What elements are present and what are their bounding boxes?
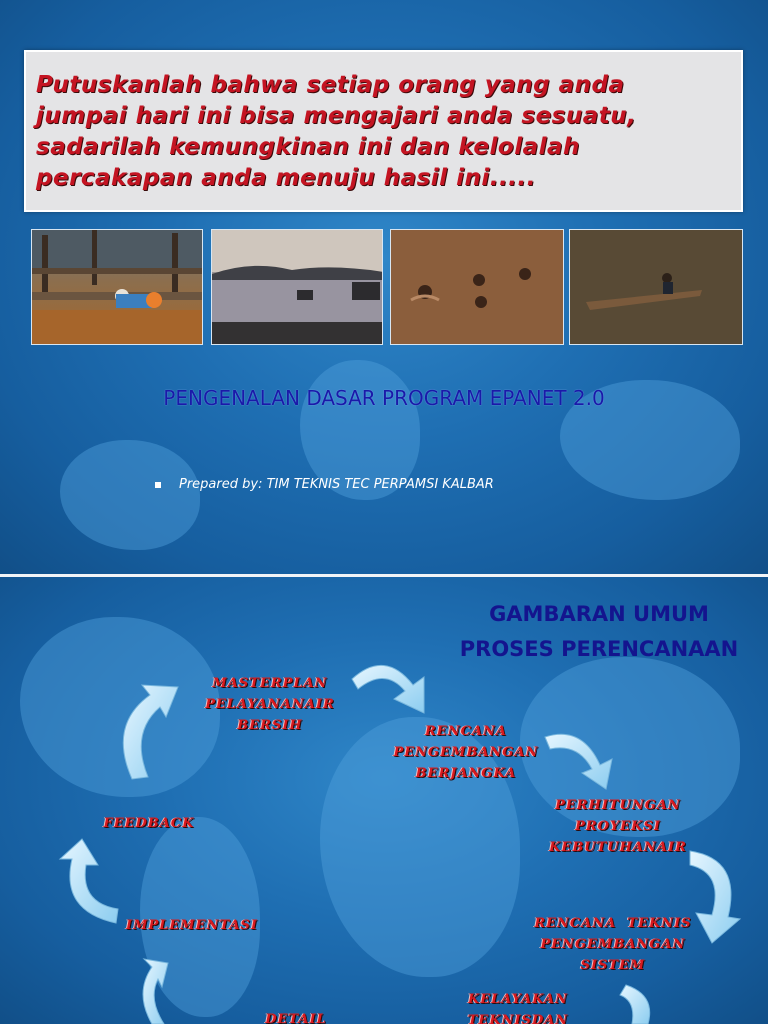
curved-arrow-icon <box>143 959 168 1024</box>
presentation-title: PENGENALAN DASAR PROGRAM EPANET 2.0 <box>163 386 605 410</box>
step-line: IMPLEMENTASI <box>126 918 258 933</box>
photo-lake-sunset-art <box>212 230 383 345</box>
slide-2 <box>0 577 768 1024</box>
photo-canoe <box>569 229 743 345</box>
step-line: FEEDBACK <box>103 816 195 831</box>
slide-2-title-line: GAMBARAN UMUM <box>489 602 709 626</box>
step-rencana-teknis <box>528 913 698 976</box>
step-implementasi <box>112 915 272 936</box>
photo-children-swimming-art <box>391 230 564 345</box>
map-shape <box>60 440 200 550</box>
photo-canoe-art <box>570 230 743 345</box>
bullet-square-icon <box>155 482 161 488</box>
step-kelayakan <box>448 989 588 1024</box>
step-line: MASTERPLAN <box>212 676 328 691</box>
step-line: DETAIL <box>265 1012 327 1024</box>
curved-arrow-icon <box>123 685 178 779</box>
photo-river-dock-art <box>32 230 203 345</box>
quote-text <box>36 70 736 194</box>
step-detail <box>236 1009 356 1024</box>
step-line: PELAYANANAIR <box>205 697 335 712</box>
photo-lake-sunset <box>211 229 383 345</box>
quote-line: percakapan anda menuju hasil ini..... <box>36 165 536 191</box>
step-line: KELAYAKAN <box>467 992 569 1007</box>
step-line: RENCANA TEKNIS <box>534 916 692 931</box>
step-feedback <box>84 813 214 834</box>
quote-box <box>24 50 743 212</box>
slide-2-title-line: PROSES PERENCANAAN <box>459 637 739 661</box>
curved-arrow-icon <box>620 985 650 1024</box>
step-line: PENGEMBANGAN <box>393 745 539 760</box>
step-line: PROYEKSI <box>575 819 661 834</box>
step-line: SISTEM <box>580 958 646 973</box>
step-rencana-pengembangan-berjangka <box>386 721 546 784</box>
step-line: PERHITUNGAN <box>555 798 681 813</box>
prepared-by-text: Prepared by: TIM TEKNIS TEC PERPAMSI KALBAR <box>179 477 494 492</box>
step-masterplan <box>190 673 350 736</box>
photo-children-swimming <box>390 229 564 345</box>
step-line: PENGEMBANGAN <box>540 937 686 952</box>
step-line: TEKNISDAN <box>467 1013 569 1024</box>
quote-line: sadarilah kemungkinan ini dan kelolalah <box>36 134 580 160</box>
curved-arrow-icon <box>60 839 118 923</box>
step-line: BERJANGKA <box>415 766 517 781</box>
step-line: RENCANA <box>425 724 507 739</box>
step-line: KEBUTUHANAIR <box>549 840 687 855</box>
photo-river-dock <box>31 229 203 345</box>
quote-line: Putuskanlah bahwa setiap orang yang anda <box>36 72 625 98</box>
quote-line: jumpai hari ini bisa mengajari anda sesuatu, <box>36 103 637 129</box>
curved-arrow-icon <box>545 734 612 789</box>
step-line: BERSIH <box>237 718 303 733</box>
curved-arrow-icon <box>352 665 424 713</box>
step-perhitungan-proyeksi <box>538 795 698 858</box>
prepared-by-bullet <box>155 477 494 492</box>
